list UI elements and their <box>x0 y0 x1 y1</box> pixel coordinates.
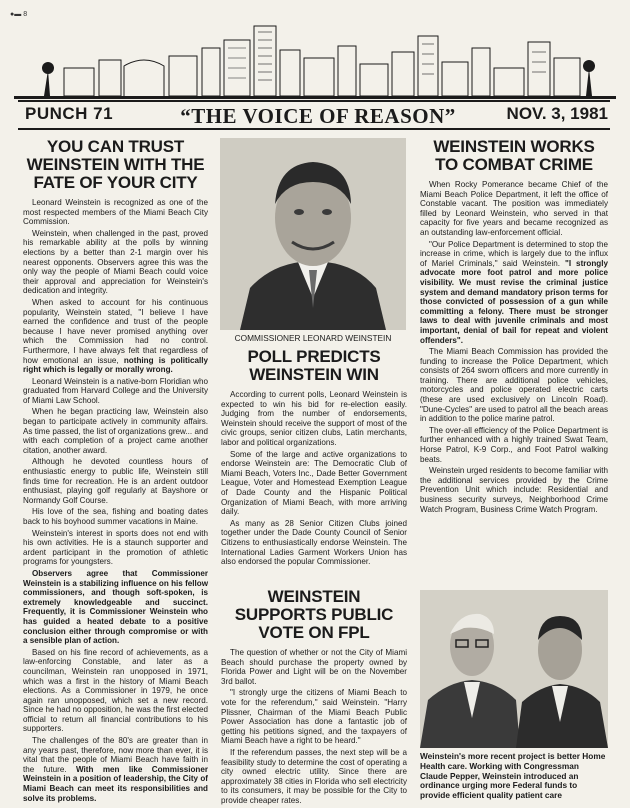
right-headline: WEINSTEIN WORKS TO COMBAT CRIME <box>433 137 595 174</box>
masthead-top-rule <box>18 100 610 102</box>
center-paragraph: "I strongly urge the citizens of Miami Beach to vote for the referendum," said Weinstein. "Harry Plissner, Chairman of the Miami Beach Public Power Association has done a fantastic job of getting his petitions signed, and the taxpayers of Miami Beach have a right to be heard." <box>221 688 407 746</box>
center-headline-poll: POLL PREDICTS WEINSTEIN WIN <box>247 347 381 384</box>
right-paragraph: The over-all efficiency of the Police Department is further enhanced with a highly trained Swat Team, Horse Patrol, K-9 Corp., and Foot Patrol walking beats. <box>420 425 608 464</box>
right-column <box>420 138 608 516</box>
commissioner-portrait-photo <box>220 138 406 330</box>
center-paragraph: According to current polls, Leonard Weinstein is expected to win his bid for re-election easily. Judging from the number of endorsements, Weinstein should receive the support of most of the civic groups, senior citizen clubs, Latin merchants, labor and political organizations. <box>221 390 407 447</box>
city-skyline-illustration <box>14 18 616 100</box>
left-paragraph: Leonard Weinstein is a native-born Floridian who graduated from Harvard College and the University of Miami Law School. <box>23 376 208 405</box>
left-headline: YOU CAN TRUST WEINSTEIN WITH THE FATE OF YOUR CITY <box>26 137 205 192</box>
right-paragraph: "Our Police Department is determined to stop the increase in crime, which is largely due to the influx of Mariel Criminals," said Weinstein. "I strongly advocate more foot patrol and more police visibility. We must revise the criminal justice system and demand mandatory prison terms for those convicted of possession of a gun while committing a felony. There must be stronger laws to deal with juvenile criminals and most important, denial of bail for repeat and violent offenders". <box>420 239 608 345</box>
left-paragraph: Although he devoted countless hours of enthusiastic energy to public life, Weinstein still finds time for recreation. He is an ardent outdoor enthusiast, playing golf regularly at Bayshore or Normandy Golf Course. <box>23 457 208 505</box>
right-paragraph: Weinstein urged residents to become familiar with the additional services provided by the Crime Prevention Unit which include: Residential and business security surveys, Neighborhood Crime Watch Program, Business Crime Watch Program. <box>420 466 608 514</box>
right-paragraph: The Miami Beach Commission has provided the funding to increase the Police Department, which consists of 264 sworn officers and more currently in training. There are additional police vehicles, motorcycles and police operated electric carts (these are used exclusively on Lincoln Road). "Dune-Cycles" are used to patrol all the beach areas in addition to the police marine patrol. <box>420 347 608 424</box>
pepper-photo-illustration <box>420 590 608 748</box>
center-column-lower <box>221 588 407 808</box>
left-paragraph: Based on his fine record of achievements, as a law-enforcing Constable, and later as a councilman, Weinstein ran unopposed in 1971, which was a first in the history of Miami Beach elections. As a Commissioner in 1979, he once again ran unopposed, which set a new record. Since he had no opposition, he was the first elected official to return all financial contributions to his supporters. <box>23 647 208 734</box>
newsletter-title: “THE VOICE OF REASON” <box>180 104 456 128</box>
corner-mark <box>10 11 27 18</box>
center-headline-fpl: WEINSTEIN SUPPORTS PUBLIC VOTE ON FPL <box>234 587 394 642</box>
left-paragraph: The challenges of the 80's are greater than in any years past, therefore, now more than ever, it is vital that the people of Miami Beach have faith in the future. With men like Commissioner Weinstein in a position of leadership, the City of Miami Beach can meet its responsibilities and solve its problems. <box>23 736 208 803</box>
left-paragraph: When he began practicing law, Weinstein also began to participate actively in community affairs. As time passed, the list of organizations grew... and with each completion of a project came another citation, another award. <box>23 407 208 455</box>
left-column <box>23 138 208 805</box>
weinstein-pepper-photo <box>420 590 608 748</box>
center-paragraph: Some of the large and active organizations to endorse Weinstein are: The Democratic Club of Miami Beach, Voters Inc., Dade Better Government League, Voter and Homestead Exemption League of Dade County and the Hispanic Political Organization of Miami Beach, with more arriving daily. <box>221 449 407 517</box>
portrait-caption: COMMISSIONER LEONARD WEINSTEIN <box>234 333 392 343</box>
issue-date: NOV. 3, 1981 <box>506 104 608 123</box>
left-paragraph: When asked to account for his continuous popularity, Weinstein stated, "I believe I have earned the confidence and trust of the people because I have never promised anything over which the Commission had no control. Furthermore, I have always felt that regardless of how emotional an issue, nothing is politically right which is legally or morally wrong. <box>23 297 208 375</box>
left-paragraph: Leonard Weinstein is recognized as one of the most respected members of the Miami Beach City Commission. <box>23 198 208 227</box>
center-paragraph: As many as 28 Senior Citizen Clubs joined together under the Dade County Council of Senior Citizens to enthusiastically endorse Weinstein. The International Ladies Garment Workers Union has also endorsed the popular Commissioner. <box>221 518 407 567</box>
left-paragraph: Weinstein's interest in sports does not end with his own activities. He is a staunch supporter and ardent participant in the promotion of athletic programs for youngsters. <box>23 528 208 567</box>
pepper-photo-caption: Weinstein's more recent project is better Home Health care. Working with Congressman Claude Pepper, Weinstein introduced an ordinance urging more Federal funds to provide efficient quality patient care <box>420 751 606 801</box>
issue-number: PUNCH 71 <box>25 104 114 123</box>
center-column-upper <box>221 348 407 569</box>
left-paragraph: Weinstein, when challenged in the past, proved his remarkable ability at the polls by winning elections by a better than 2-1 margin over his nearest opponents. Observers agree this was the only way the people of Miami Beach could voice their approval and appreciation for Weinstein's dedication and integrity. <box>23 228 208 296</box>
corner-number: 8 <box>23 11 28 18</box>
right-paragraph: When Rocky Pomerance became Chief of the Miami Beach Police Department, it left the office of Constable vacant. The position was immediately filled by Leonard Weinstein, who served in that capacity for five years and became recognized as an outstanding law-enforcement official. <box>420 180 608 237</box>
left-paragraph: His love of the sea, fishing and boating dates back to his boyhood summer vacations in Maine. <box>23 507 208 526</box>
corner-emblem-icon: ●▬ <box>10 11 22 18</box>
center-paragraph: If the referendum passes, the next step will be a feasibility study to determine the cost of operating a city owned electric utility. Since there are approximately 38 cities in Florida who sell electricity to its consumers, it may be possible for the City to provide cheaper rates. <box>221 747 407 805</box>
left-paragraph-bold: Observers agree that Commissioner Weinstein is a stabilizing influence on his fellow commissioners, and though soft-spoken, is extremely knowledgeable and succinct. Frequently, it is Commissioner Weinstein who has guided a heated debate to a positive conclusion either through compromise or with a sensible plan of action. <box>23 568 208 646</box>
portrait-illustration <box>220 138 406 330</box>
center-paragraph: The question of whether or not the City of Miami Beach should purchase the property owned by Florida Power and Light will be on the November 3rd ballot. <box>221 648 407 686</box>
masthead-bottom-rule <box>18 128 610 130</box>
